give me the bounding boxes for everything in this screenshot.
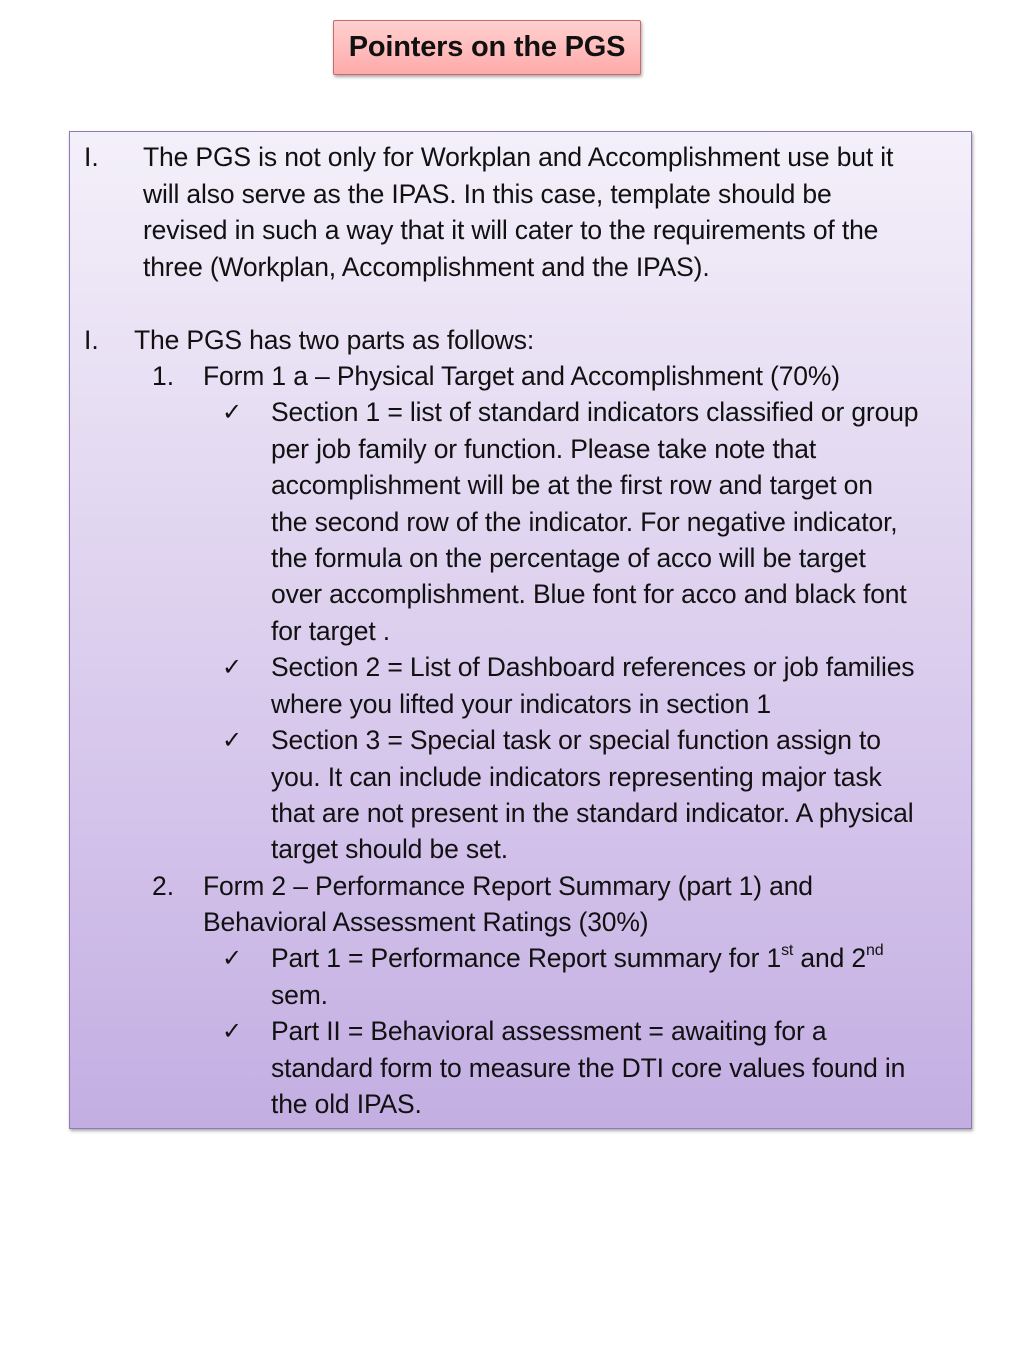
section2-line-2: where you lifted your indicators in section 1	[271, 689, 771, 719]
form2-marker: 2.	[152, 871, 175, 901]
part2-line-3: the old IPAS.	[271, 1089, 422, 1119]
section3-line-3: that are not present in the standard indicator. A physical	[271, 798, 914, 828]
page-title: Pointers on the PGS	[348, 31, 626, 63]
section2-line-1: Section 2 = List of Dashboard references or job families	[271, 652, 915, 682]
section1-line-3: accomplishment will be at the first row and target on	[271, 470, 873, 500]
form1-marker: 1.	[152, 361, 175, 391]
content-box	[69, 131, 972, 1129]
roman-marker-2: I.	[84, 325, 99, 355]
title-box	[333, 20, 641, 75]
part2-line-1: Part II = Behavioral assessment = awaiting for a	[271, 1016, 827, 1046]
checkmark-icon: ✓	[222, 1017, 243, 1045]
checkmark-icon: ✓	[222, 398, 243, 426]
section1-line-1: Section 1 = list of standard indicators classified or group	[271, 397, 919, 427]
section1-line-6: over accomplishment. Blue font for acco and black font	[271, 579, 907, 609]
section3-line-2: you. It can include indicators representing major task	[271, 762, 882, 792]
part2-line-2: standard form to measure the DTI core values found in	[271, 1053, 906, 1083]
section3-line-4: target should be set.	[271, 834, 508, 864]
form2-line-1: Form 2 – Performance Report Summary (part 1) and	[203, 871, 813, 901]
form1-text: Form 1 a – Physical Target and Accomplishment (70%)	[203, 361, 840, 391]
superscript-st: st	[781, 942, 794, 960]
checkmark-icon: ✓	[222, 726, 243, 754]
checkmark-icon: ✓	[222, 653, 243, 681]
checkmark-icon: ✓	[222, 944, 243, 972]
section1-line-4: the second row of the indicator. For negative indicator,	[271, 507, 898, 537]
item1-line-3: revised in such a way that it will cater to the requirements of the	[143, 215, 879, 245]
section1-line-7: for target .	[271, 616, 390, 646]
superscript-nd: nd	[866, 942, 884, 960]
section1-line-2: per job family or function. Please take note that	[271, 434, 817, 464]
item1-line-1: The PGS is not only for Workplan and Accomplishment use but it	[143, 142, 894, 172]
item1-line-2: will also serve as the IPAS. In this case, template should be	[143, 179, 832, 209]
form2-line-2: Behavioral Assessment Ratings (30%)	[203, 907, 649, 937]
part1-line-2: sem.	[271, 980, 328, 1010]
part1-line-1: Part 1 = Performance Report summary for 1st and 2nd	[271, 942, 884, 973]
item1-line-4: three (Workplan, Accomplishment and the IPAS).	[143, 252, 710, 282]
roman-marker-1: I.	[84, 142, 99, 172]
item2-text: The PGS has two parts as follows:	[134, 325, 535, 355]
section3-line-1: Section 3 = Special task or special function assign to	[271, 725, 881, 755]
section1-line-5: the formula on the percentage of acco will be target	[271, 543, 866, 573]
